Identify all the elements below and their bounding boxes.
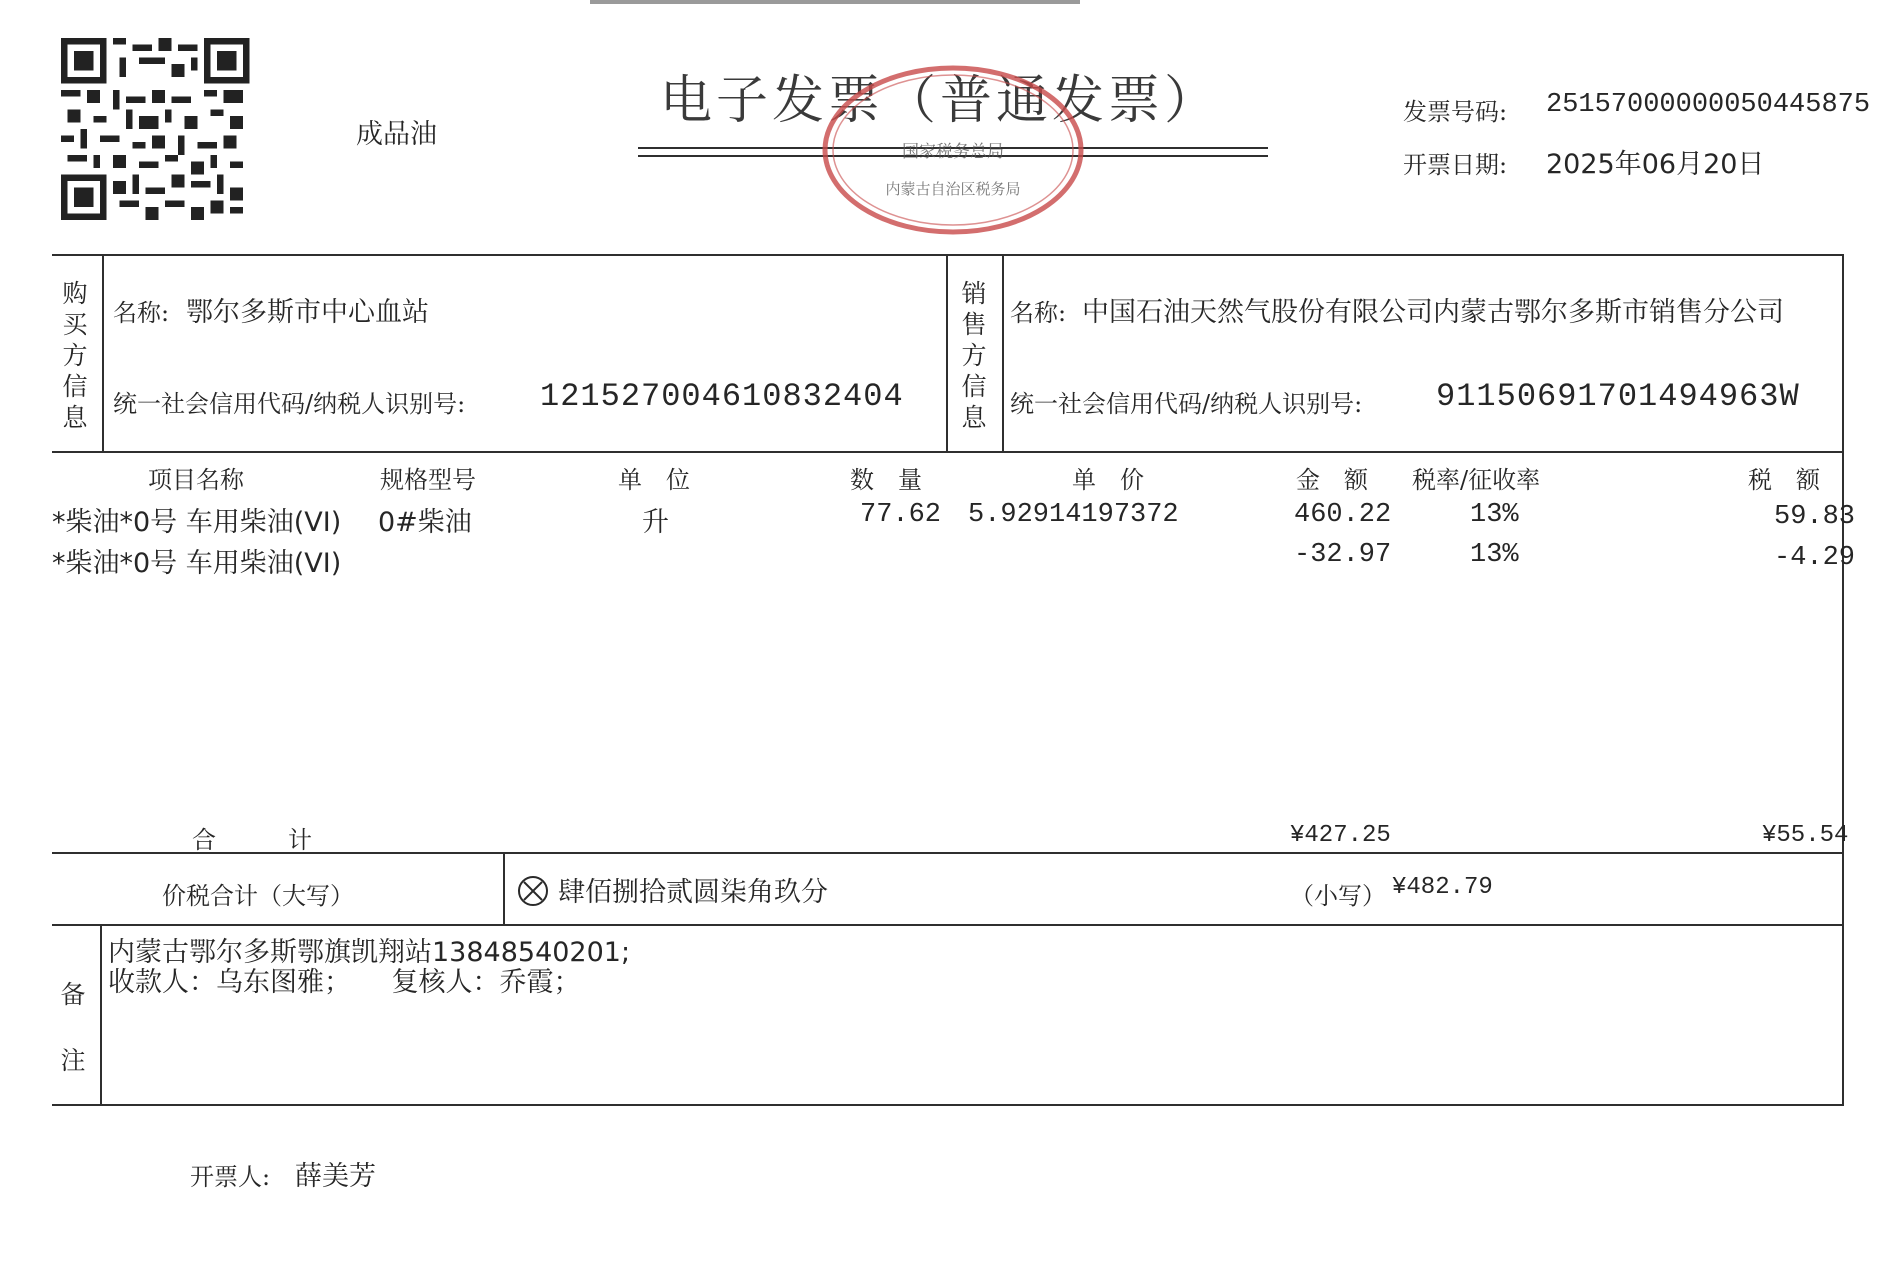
invoice-number: 25157000000050445875 bbox=[1546, 90, 1871, 120]
party-section-bottom-border bbox=[52, 451, 1844, 453]
buyer-section-label: 购买方信息 bbox=[62, 279, 88, 432]
row2-amount: -32.97 bbox=[1294, 540, 1392, 570]
invoice-category: 成品油 bbox=[356, 119, 437, 150]
col-header-quantity: 数 量 bbox=[850, 466, 922, 494]
buyer-name: 鄂尔多斯市中心血站 bbox=[186, 297, 429, 328]
col-header-tax: 税 额 bbox=[1748, 466, 1820, 494]
col-header-amount: 金 额 bbox=[1296, 466, 1368, 494]
remarks-line-2: 收款人：乌东图雅； 复核人：乔霞； bbox=[108, 967, 581, 998]
remarks-label: 备注 bbox=[60, 980, 86, 1075]
seal-line-2: 内蒙古自治区税务局 bbox=[885, 180, 1021, 198]
total-section-bottom-border bbox=[52, 924, 1844, 926]
items-section-bottom-border bbox=[52, 852, 1844, 854]
col-header-tax-rate: 税率/征收率 bbox=[1412, 466, 1541, 494]
row2-item-name: *柴油*0号 车用柴油(VI) bbox=[52, 548, 342, 579]
issue-date: 2025年06月20日 bbox=[1546, 149, 1765, 180]
seller-label-divider bbox=[1002, 254, 1004, 452]
seal-line-1: 国家税务总局 bbox=[902, 142, 1004, 162]
grand-total-label: 价税合计（大写） bbox=[162, 882, 354, 910]
issue-date-label: 开票日期: bbox=[1403, 151, 1508, 179]
seller-tax-id-label: 统一社会信用代码/纳税人识别号: bbox=[1010, 390, 1363, 418]
seller-tax-id: 91150691701494963W bbox=[1436, 378, 1800, 415]
row2-tax: -4.29 bbox=[1774, 543, 1856, 573]
grand-total-amount-words: 肆佰捌拾贰圆柒角玖分 bbox=[558, 877, 828, 908]
scan-edge-line bbox=[590, 0, 1080, 4]
row2-tax-rate: 13% bbox=[1470, 540, 1519, 570]
table-right-border bbox=[1842, 254, 1844, 1106]
row1-amount: 460.22 bbox=[1294, 500, 1392, 530]
row1-unit: 升 bbox=[642, 507, 669, 538]
buyer-tax-id-label: 统一社会信用代码/纳税人识别号: bbox=[113, 390, 466, 418]
col-header-spec: 规格型号 bbox=[380, 466, 476, 494]
total-amount: ¥427.25 bbox=[1290, 822, 1391, 849]
remarks-label-divider bbox=[100, 924, 102, 1105]
party-middle-divider bbox=[946, 254, 948, 452]
grand-total-small-label: （小写） bbox=[1290, 882, 1386, 910]
col-header-unit: 单 位 bbox=[618, 466, 690, 494]
col-header-unit-price: 单 价 bbox=[1072, 466, 1144, 494]
table-top-border bbox=[52, 254, 1844, 256]
buyer-name-label: 名称: bbox=[113, 299, 170, 327]
row1-item-name: *柴油*0号 车用柴油(VI) bbox=[52, 507, 342, 538]
tax-bureau-seal-icon bbox=[818, 62, 1088, 237]
row1-tax-rate: 13% bbox=[1470, 500, 1519, 530]
seller-name: 中国石油天然气股份有限公司内蒙古鄂尔多斯市销售分公司 bbox=[1082, 297, 1784, 328]
col-header-item-name: 项目名称 bbox=[148, 466, 244, 494]
qr-code-icon bbox=[60, 38, 250, 220]
issuer-name: 薛美芳 bbox=[295, 1161, 376, 1192]
buyer-tax-id: 121527004610832404 bbox=[540, 378, 904, 415]
row1-unit-price: 5.92914197372 bbox=[968, 500, 1179, 530]
remarks-line-1: 内蒙古鄂尔多斯鄂旗凯翔站13848540201; bbox=[108, 937, 631, 968]
total-label: 合 计 bbox=[192, 826, 312, 854]
row1-spec: 0#柴油 bbox=[378, 507, 472, 538]
row1-quantity: 77.62 bbox=[860, 500, 942, 530]
invoice-number-label: 发票号码: bbox=[1403, 98, 1508, 126]
issuer-label: 开票人: bbox=[190, 1163, 271, 1191]
grand-total-divider bbox=[503, 852, 505, 925]
grand-total-amount: ¥482.79 bbox=[1392, 874, 1493, 901]
circle-x-icon bbox=[516, 874, 550, 908]
buyer-label-divider bbox=[102, 254, 104, 452]
invoice-title: 电子发票（普通发票） bbox=[660, 71, 1221, 131]
row1-tax: 59.83 bbox=[1774, 502, 1856, 532]
seller-name-label: 名称: bbox=[1010, 299, 1067, 327]
total-tax: ¥55.54 bbox=[1762, 822, 1849, 849]
table-bottom-border bbox=[52, 1104, 1844, 1106]
seller-section-label: 销售方信息 bbox=[961, 279, 987, 432]
